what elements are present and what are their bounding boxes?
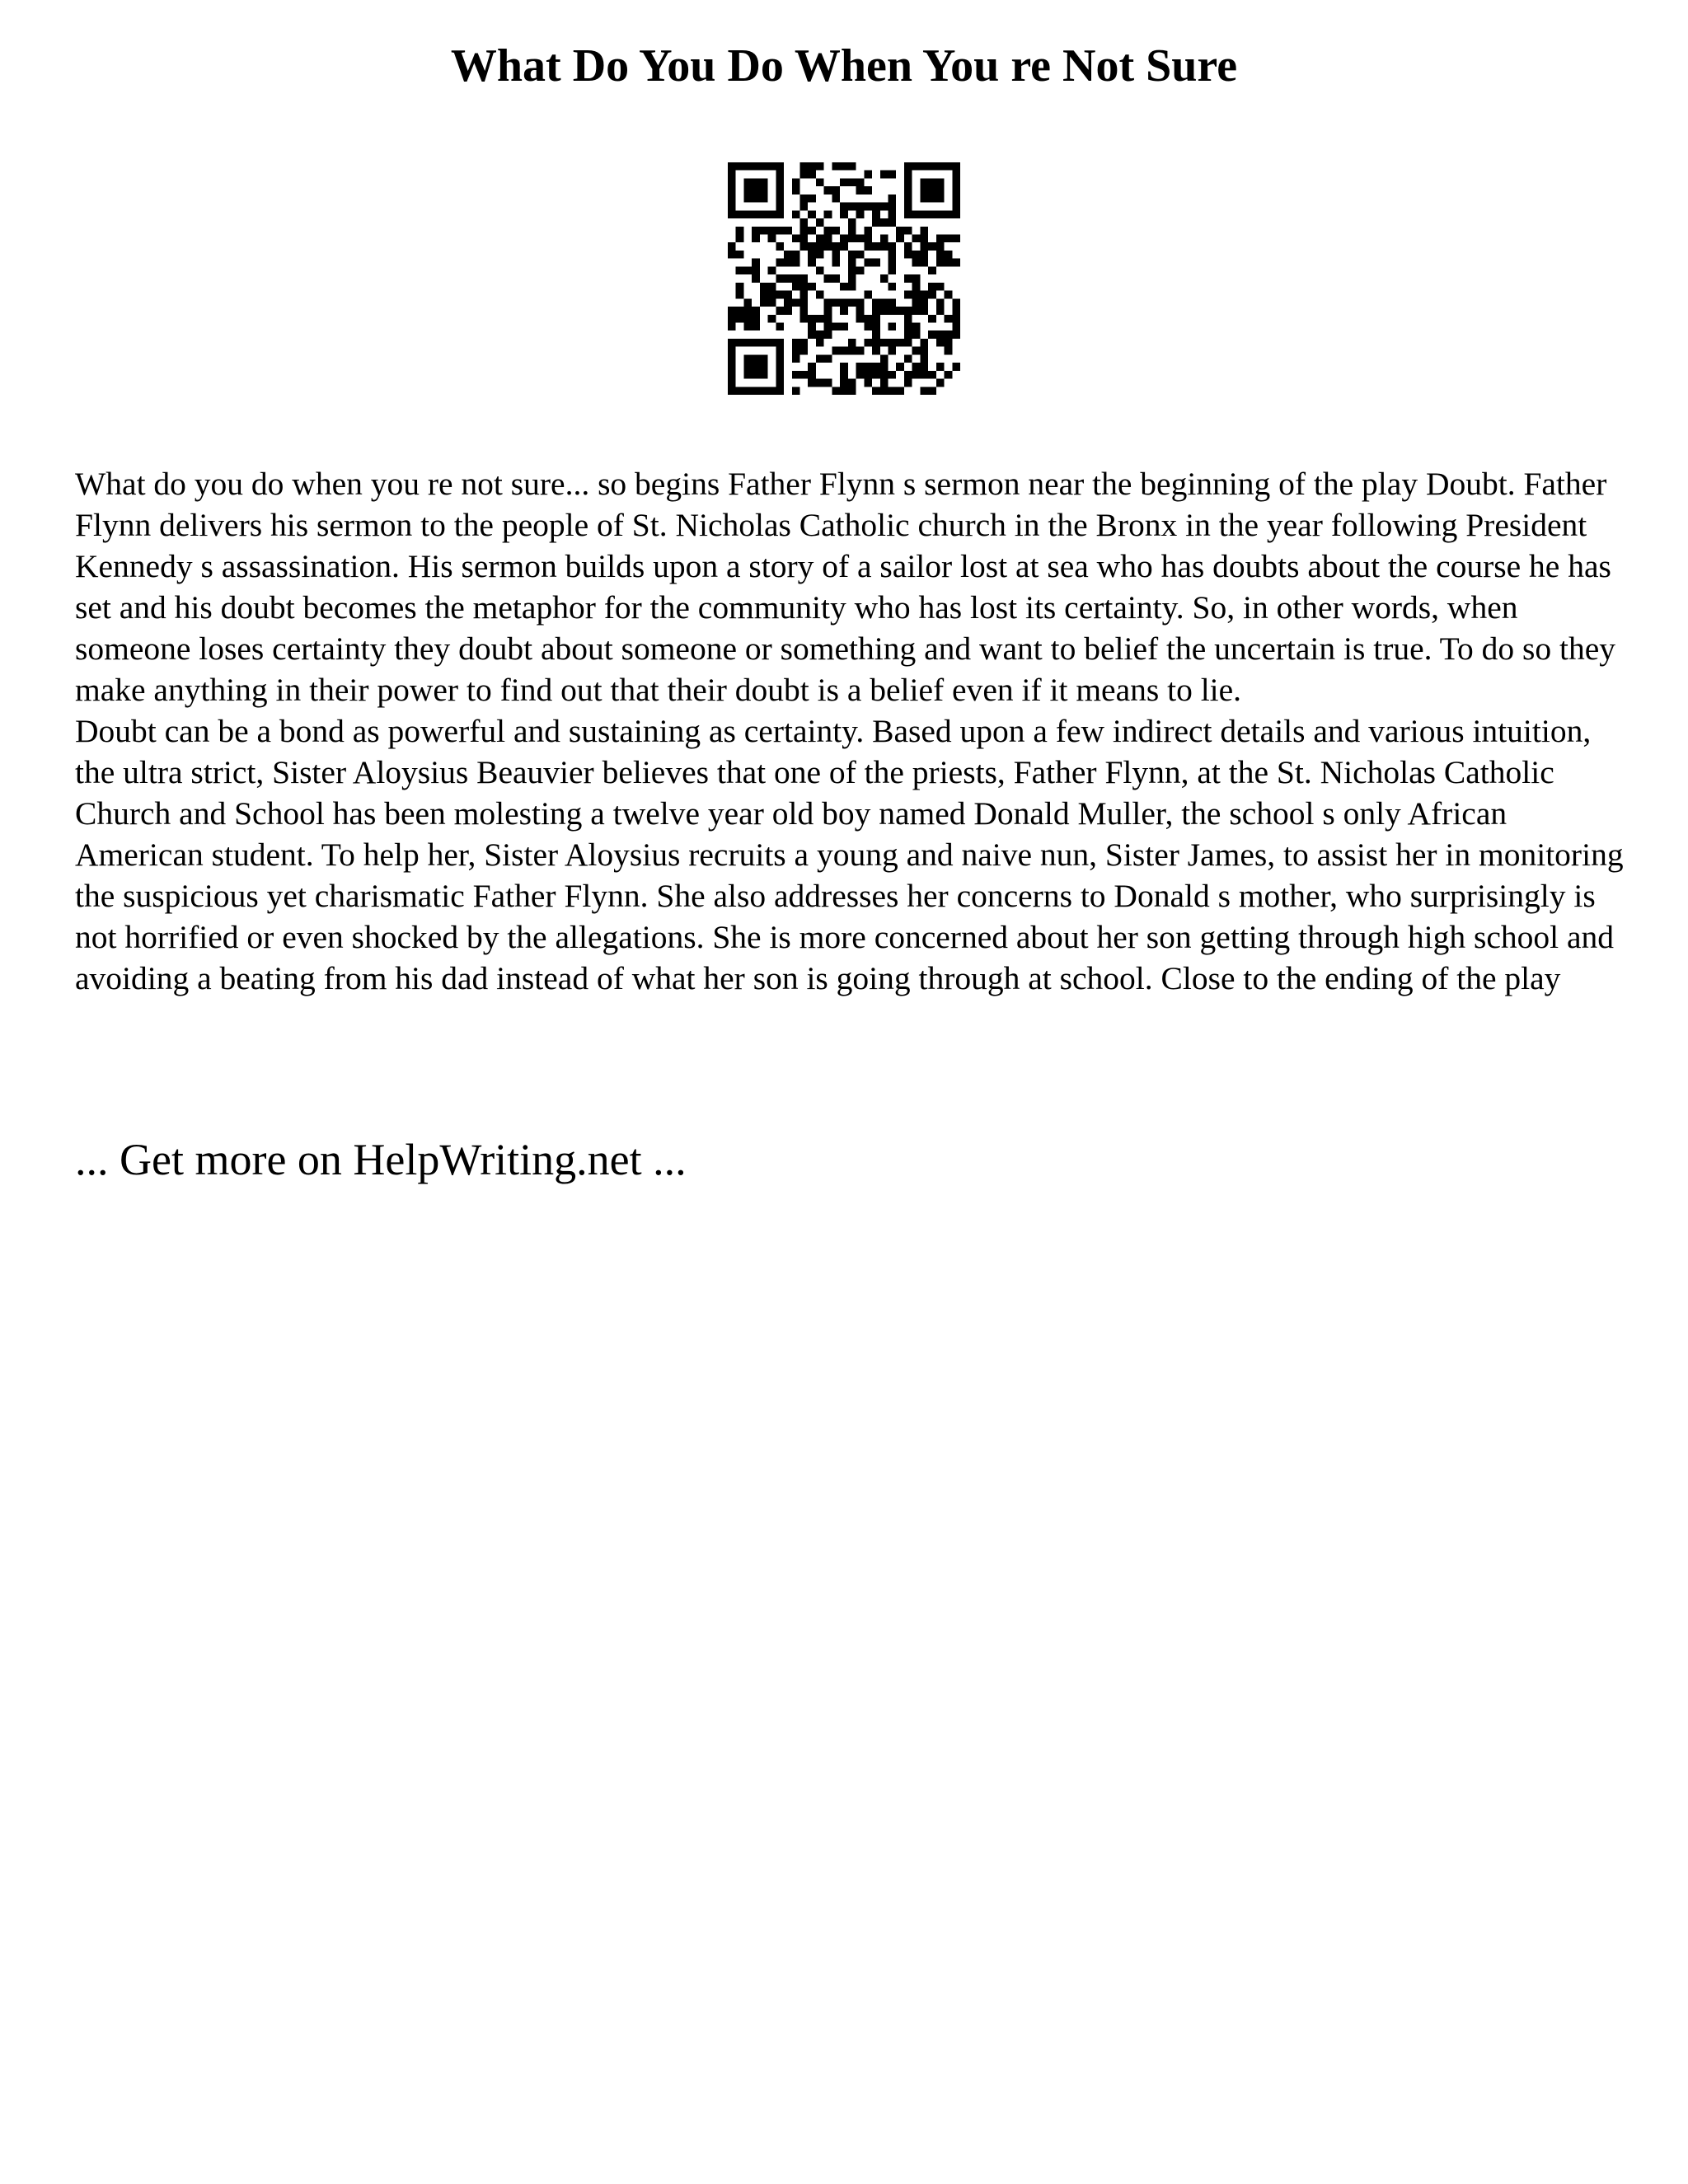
paragraph-sermon: What do you do when you re not sure... so begins Father Flynn s sermon near the beginning of the play Doubt. Father Flynn delivers his sermon to the people of St. Nicholas Catholic church in the Bronx in the year following President Kennedy s assassination. His sermon builds upon a story of a sailor lost at sea who has doubts about the course he has set and his doubt becomes the metaphor for the community who has lost its certainty. So, in other words, when someone loses certainty they doubt about someone or something and want to belief the uncertain is true. To do so they make anything in their power to find out that their doubt is a belief even if it means to lie. [75, 466, 1616, 708]
paragraph-doubt: Doubt can be a bond as powerful and sustaining as certainty. Based upon a few indirect details and various intuition, the ultra strict, Sister Aloysius Beauvier believes that one of the priests, Father Flynn, at the St. Nicholas Catholic Church and School has been molesting a twelve year old boy named Donald Muller, the school s only African American student. To help her, Sister Aloysius recruits a young and naive nun, Sister James, to assist her in monitoring the suspicious yet charismatic Father Flynn. She also addresses her concerns to Donald s mother, who surprisingly is not horrified or even shocked by the allegations. She is more concerned about her son getting through high school and avoiding a beating from his dad instead of what her son is going through at school. Close to the ending of the play [75, 713, 1624, 996]
qr-code-icon [728, 162, 960, 395]
get-more-link[interactable]: ... Get more on HelpWriting.net ... [75, 1135, 687, 1184]
document-body [75, 463, 1633, 999]
document-title: What Do You Do When You re Not Sure [450, 40, 1238, 91]
